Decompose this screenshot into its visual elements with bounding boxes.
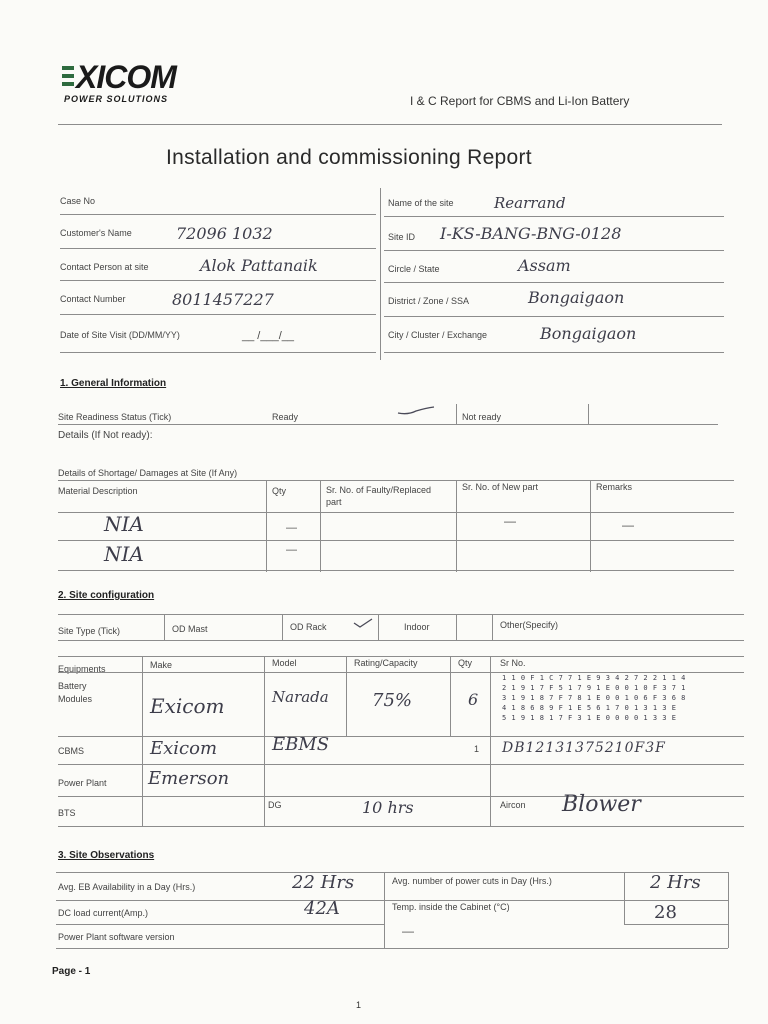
logo-stripes-icon: [62, 66, 74, 86]
brand-tagline: POWER SOLUTIONS: [64, 94, 169, 104]
cbms-label: CBMS: [58, 746, 85, 756]
district-label: District / Zone / SSA: [388, 296, 470, 306]
software-version-label: Power Plant software version: [58, 932, 175, 942]
col-rating: Rating/Capacity: [354, 658, 418, 668]
power-cuts-value: 2 Hrs: [650, 872, 701, 893]
aircon-label: Aircon: [500, 800, 526, 810]
city-label: City / Cluster / Exchange: [388, 330, 488, 340]
page-number: 1: [356, 1000, 362, 1010]
cbms-qty: 1: [474, 744, 480, 754]
col-remarks: Remarks: [596, 482, 633, 492]
row1-remarks: —: [622, 518, 634, 532]
row1-qty: —: [286, 522, 297, 534]
battery-qty: 6: [468, 690, 479, 709]
battery-label: Battery Modules: [58, 681, 93, 704]
customer-name-label: Customer's Name: [60, 228, 132, 238]
power-plant-label: Power Plant: [58, 778, 107, 788]
col-sr-no: Sr No.: [500, 658, 526, 668]
table-row: NIA: [104, 512, 144, 536]
site-config-heading: 2. Site configuration: [58, 590, 155, 601]
contact-person-label: Contact Person at site: [60, 262, 149, 272]
col-model: Model: [272, 658, 297, 668]
fields-divider: [380, 188, 381, 360]
col-make: Make: [150, 660, 173, 670]
battery-make: Exicom: [150, 694, 225, 718]
report-subtitle: I & C Report for CBMS and Li-Ion Battery: [410, 94, 630, 108]
row2-qty: —: [286, 544, 297, 556]
od-rack-tick-icon: [352, 616, 374, 634]
battery-serial-4: 4 1 8 6 8 9 F 1 E 5 6 1 7 0 1 3 1 3 E: [502, 704, 677, 712]
power-plant-make: Emerson: [148, 768, 230, 789]
site-id-value: I-KS-BANG-BNG-0128: [440, 224, 622, 243]
bts-label: BTS: [58, 808, 76, 818]
cbms-model: EBMS: [272, 734, 330, 755]
battery-serial-3: 3 1 9 1 8 7 F 7 8 1 E 0 0 1 0 6 F 3 6 8: [502, 694, 686, 702]
col-new-sr: Sr. No. of New part: [462, 482, 539, 492]
header-divider: [58, 124, 722, 125]
page-label: Page - 1: [52, 966, 91, 977]
circle-state-label: Circle / State: [388, 264, 440, 274]
option-indoor[interactable]: Indoor: [404, 622, 430, 632]
ready-option[interactable]: Ready: [272, 412, 299, 422]
visit-date-value: __ /___/__: [242, 330, 294, 342]
cbms-serial: DB12131375210F3F: [502, 740, 666, 756]
contact-number-value: 8011457227: [172, 290, 274, 309]
battery-serial-2: 2 1 9 1 7 F 5 1 7 9 1 E 0 0 1 0 F 3 7 1: [502, 684, 686, 692]
shortage-label: Details of Shortage/ Damages at Site (If Any): [58, 468, 238, 478]
visit-date-label: Date of Site Visit (DD/MM/YY): [60, 330, 180, 340]
city-value: Bongaigaon: [540, 324, 637, 343]
site-id-label: Site ID: [388, 232, 416, 242]
cbms-make: Exicom: [150, 738, 218, 759]
dg-value: 10 hrs: [362, 798, 414, 817]
ready-tick-mark-icon: [396, 404, 436, 422]
cabinet-temp-value: 28: [654, 902, 677, 923]
contact-person-value: Alok Pattanaik: [200, 256, 318, 275]
col-material: Material Description: [58, 486, 138, 496]
contact-number-label: Contact Number: [60, 294, 126, 304]
dc-load-value: 42A: [304, 898, 340, 919]
aircon-value: Blower: [562, 792, 641, 817]
details-label: Details (If Not ready):: [58, 430, 153, 441]
eb-availability-value: 22 Hrs: [292, 872, 355, 893]
not-ready-option[interactable]: Not ready: [462, 412, 502, 422]
row1-new-sr: —: [504, 514, 516, 528]
option-od-rack[interactable]: OD Rack: [290, 622, 327, 632]
dg-label: DG: [268, 800, 282, 810]
logo: [62, 60, 242, 108]
power-cuts-label: Avg. number of power cuts in Day (Hrs.): [392, 876, 552, 886]
site-observations-heading: 3. Site Observations: [58, 850, 155, 861]
site-type-label: Site Type (Tick): [58, 626, 121, 636]
page-title: Installation and commissioning Report: [166, 146, 532, 169]
site-name-label: Name of the site: [388, 198, 454, 208]
brand-name: XICOM: [76, 59, 176, 95]
col-qty2: Qty: [458, 658, 473, 668]
cabinet-temp-label: Temp. inside the Cabinet (°C): [392, 902, 510, 912]
customer-name-value: 72096 1032: [176, 224, 273, 243]
dash-mark: —: [402, 924, 414, 938]
battery-serial-1: 1 1 0 F 1 C 7 7 1 E 9 3 4 2 7 2 2 1 1 4: [502, 674, 686, 682]
battery-rating: 75%: [372, 690, 413, 711]
dc-load-label: DC load current(Amp.): [58, 908, 149, 918]
battery-serial-5: 5 1 9 1 8 1 7 F 3 1 E 0 0 0 0 1 3 3 E: [502, 714, 677, 722]
readiness-label: Site Readiness Status (Tick): [58, 412, 172, 422]
option-other[interactable]: Other(Specify): [500, 620, 559, 630]
col-equipments: Equipments: [58, 664, 106, 674]
site-name-value: Rearrand: [494, 194, 566, 212]
col-qty: Qty: [272, 486, 287, 496]
col-faulty-sr: Sr. No. of Faulty/Replaced part: [326, 485, 432, 507]
battery-model: Narada: [272, 688, 329, 706]
option-od-mast[interactable]: OD Mast: [172, 624, 208, 634]
general-info-heading: 1. General Information: [60, 378, 167, 389]
eb-availability-label: Avg. EB Availability in a Day (Hrs.): [58, 882, 196, 892]
circle-state-value: Assam: [518, 256, 571, 275]
district-value: Bongaigaon: [528, 288, 625, 307]
table-row: NIA: [104, 542, 144, 566]
case-no-label: Case No: [60, 196, 96, 206]
